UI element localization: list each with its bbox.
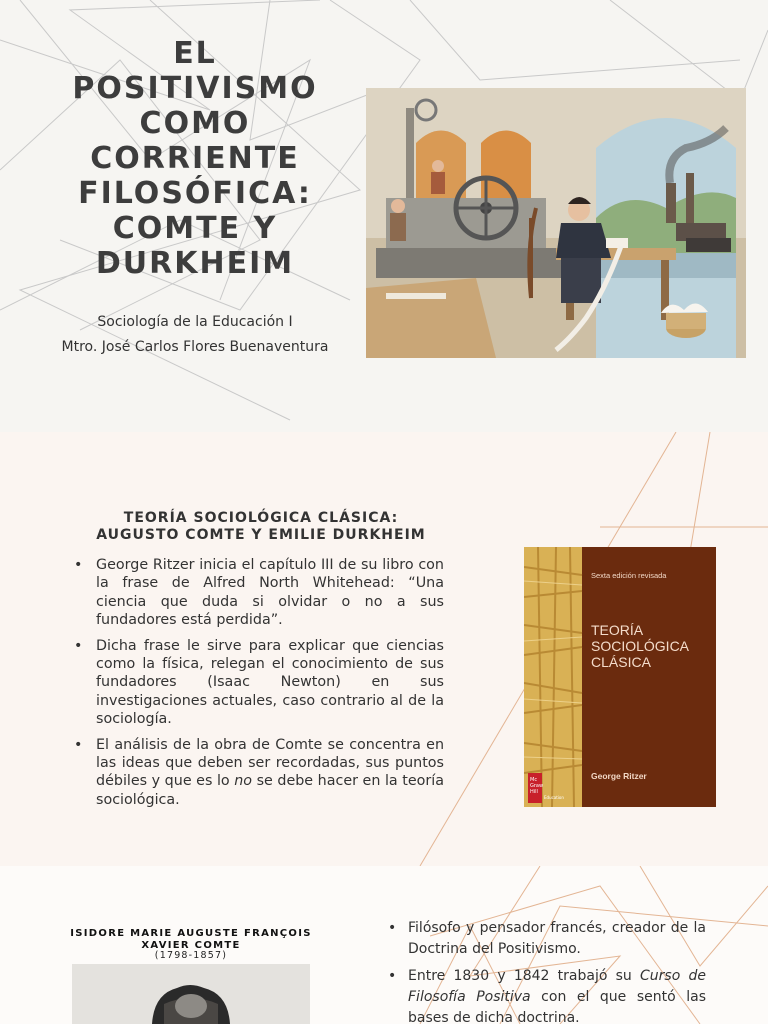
comte-life-years: (1798-1857) <box>154 950 228 961</box>
bullet-marker: • <box>388 920 397 936</box>
comte-biography-slide <box>0 866 768 1024</box>
book-title-line: CLÁSICA <box>591 654 651 670</box>
list-item <box>72 736 444 810</box>
publisher-logo-text: Education <box>544 795 564 800</box>
bullet-marker: • <box>388 968 397 984</box>
bullet-text: se debe hacer en la teoría sociológica. <box>96 773 444 808</box>
title-line: COMTE Y <box>112 211 278 246</box>
comte-portrait <box>72 964 310 1024</box>
list-item <box>388 918 706 960</box>
emphasis-text: no <box>234 773 253 790</box>
heading-line: TEORÍA SOCIOLÓGICA CLÁSICA: <box>123 510 399 526</box>
bullet-marker: • <box>74 736 83 753</box>
section-heading <box>66 510 456 544</box>
presentation-title <box>40 36 350 281</box>
title-line: DURKHEIM <box>95 246 295 281</box>
bullet-text: Filósofo y pensador francés, creador de la Doctrina del Positivismo. <box>408 920 706 957</box>
title-line: CORRIENTE <box>90 141 300 176</box>
ritzer-bullet-list <box>72 556 444 816</box>
book-edition: Sexta edición revisada <box>591 571 667 580</box>
heading-line: AUGUSTO COMTE Y EMILIE DURKHEIM <box>96 527 426 543</box>
publisher-logo-text: Hill <box>530 789 538 795</box>
name-line: ISIDORE MARIE AUGUSTE FRANÇOIS <box>70 928 312 939</box>
list-item <box>72 637 444 729</box>
bullet-text: George Ritzer inicia el capítulo III de su libro con la frase de Alfred North Whitehead: “Una ciencia que duda si olvidar o no a sus fundadores está perdida”. <box>96 557 444 629</box>
comte-full-name <box>66 928 316 952</box>
publisher-logo-text: Graw <box>530 783 544 789</box>
book-author: George Ritzer <box>591 771 647 781</box>
book-cover <box>524 547 716 807</box>
bullet-text: El análisis de la obra de Comte se concentra en las ideas que deben ser recordadas, sus puntos débiles y que es lo <box>96 736 444 790</box>
title-slide <box>0 0 768 432</box>
industrial-scene-illustration <box>366 88 746 358</box>
bullet-text: Dicha frase le sirve para explicar que ciencias como la física, relegan el conocimiento de sus fundadores (Isaac Newton) en sus investigaciones actuales, caso contrario al de la sociología. <box>96 637 444 728</box>
emphasis-text: Curso de Filosofía Positiva <box>408 968 706 1005</box>
title-line: EL <box>173 36 217 71</box>
bullet-marker: • <box>74 557 83 573</box>
bullet-text: con el que sentó las bases de dicha doctrina. <box>408 989 706 1024</box>
publisher-logo-text: Mc <box>530 777 538 783</box>
title-line: COMO <box>139 106 251 141</box>
theory-slide <box>0 432 768 866</box>
bullet-marker: • <box>74 637 83 654</box>
title-line: POSITIVISMO <box>72 71 318 106</box>
book-title-line: TEORÍA <box>591 622 644 638</box>
comte-bullet-list <box>388 918 706 1024</box>
bullet-text: Entre 1830 y 1842 trabajó su <box>408 968 641 984</box>
book-title-line: SOCIOLÓGICA <box>591 638 690 654</box>
teacher-subtitle: Mtro. José Carlos Flores Buenaventura <box>61 339 329 355</box>
list-item <box>72 556 444 630</box>
list-item <box>388 966 706 1024</box>
course-subtitle: Sociología de la Educación I <box>97 314 293 330</box>
title-line: FILOSÓFICA: <box>78 176 312 211</box>
name-line: XAVIER COMTE <box>141 940 241 951</box>
